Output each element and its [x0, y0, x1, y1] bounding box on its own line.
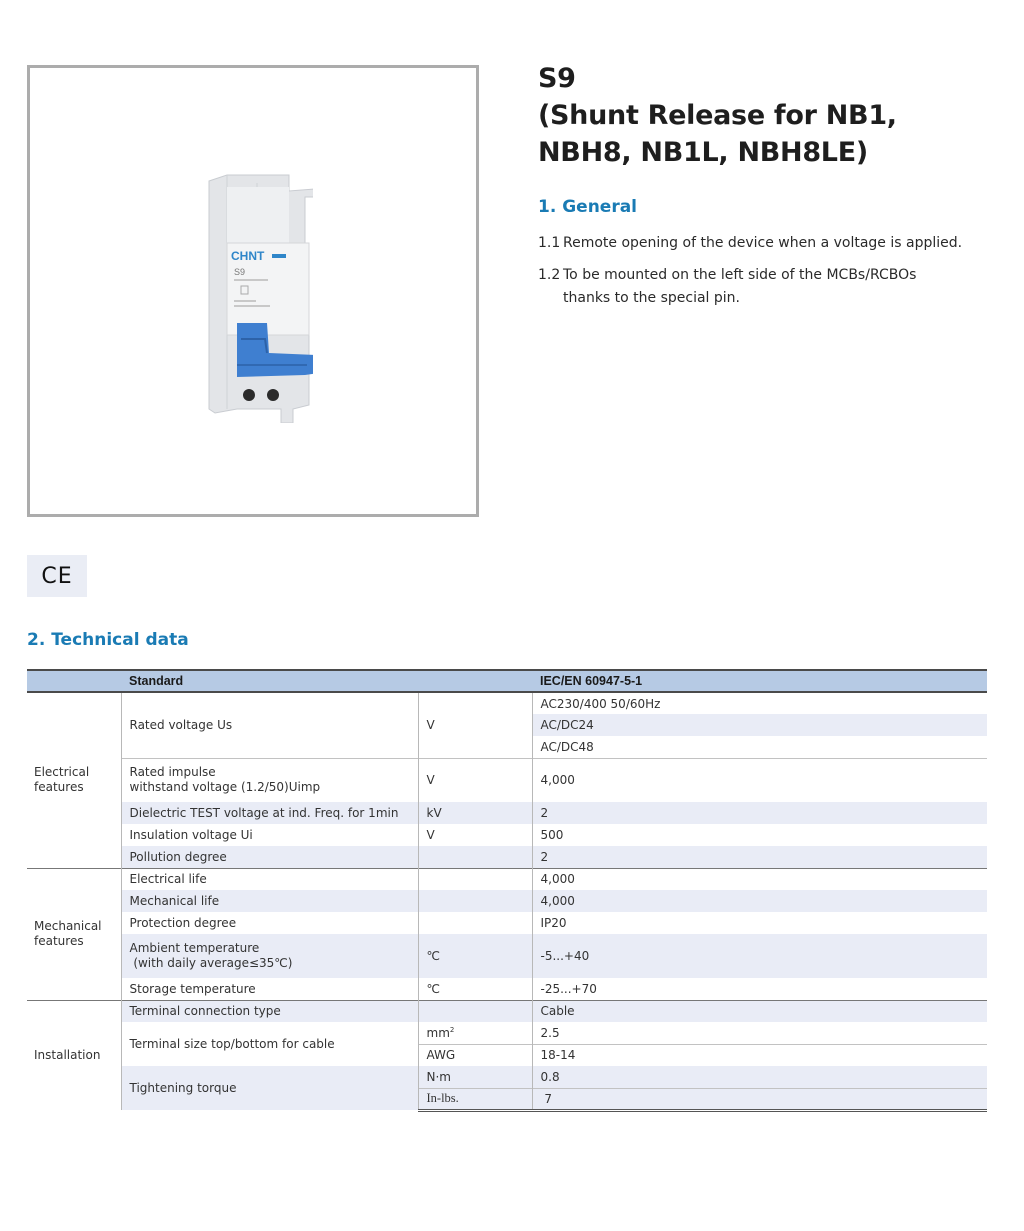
param-cell: Mechanical life	[121, 890, 418, 912]
unit-cell: V	[418, 824, 532, 846]
technical-data-table	[27, 669, 987, 1112]
param-cell: Terminal connection type	[121, 1000, 418, 1022]
unit-text: mm	[426, 1025, 450, 1040]
value-cell: -25...+70	[532, 978, 987, 1000]
table-row	[27, 912, 987, 934]
group-mechanical-features	[27, 868, 121, 1000]
group-label-line: features	[34, 934, 84, 948]
unit-cell	[418, 912, 532, 934]
header-standard-label: Standard	[129, 674, 184, 688]
general-item-1	[538, 232, 1008, 255]
value-cell: AC/DC24	[532, 714, 987, 736]
unit-cell: V	[418, 758, 532, 802]
unit-cell	[418, 868, 532, 890]
group-label-line: features	[34, 780, 84, 795]
title-line-3: NBH8, NB1L, NBH8LE)	[538, 137, 868, 168]
header-unit-cell	[418, 670, 532, 692]
unit-cell: V	[418, 692, 532, 758]
unit-cell	[418, 1022, 532, 1044]
param-cell: Tightening torque	[121, 1066, 418, 1110]
group-label-line: Mechanical	[34, 919, 102, 933]
unit-cell: kV	[418, 802, 532, 824]
value-cell: AC/DC48	[532, 736, 987, 758]
value-cell: 4,000	[532, 890, 987, 912]
param-cell: Dielectric TEST voltage at ind. Freq. for 1min	[121, 802, 418, 824]
param-cell: Pollution degree	[121, 846, 418, 868]
unit-cell: N·m	[418, 1066, 532, 1088]
table-row	[27, 1022, 987, 1044]
general-item-text: Remote opening of the device when a voltage is applied.	[563, 235, 963, 251]
general-item-text: To be mounted on the left side of the MCBs/RCBOs	[563, 267, 917, 283]
unit-cell: ℃	[418, 978, 532, 1000]
title-line-2: (Shunt Release for NB1,	[538, 100, 897, 131]
param-cell: Electrical life	[121, 868, 418, 890]
table-row	[27, 824, 987, 846]
value-cell: 2.5	[532, 1022, 987, 1044]
title-line-1: S9	[538, 63, 576, 94]
shunt-release-device-image	[197, 173, 313, 423]
general-item-number: 1.2	[538, 267, 561, 283]
param-cell: Rated voltage Us	[121, 692, 418, 758]
group-installation: Installation	[27, 1000, 121, 1110]
value-cell: 2	[532, 846, 987, 868]
unit-cell: AWG	[418, 1044, 532, 1066]
value-cell: AC230/400 50/60Hz	[532, 692, 987, 714]
unit-cell	[418, 1000, 532, 1022]
general-item-2	[538, 264, 1008, 310]
table-row	[27, 802, 987, 824]
header-standard-value: IEC/EN 60947-5-1	[540, 674, 643, 688]
ce-mark-icon: CE	[27, 555, 87, 597]
param-cell	[121, 758, 418, 802]
general-item-text-continued: thanks to the special pin.	[563, 290, 740, 306]
param-line: (with daily average≤35℃)	[129, 956, 293, 970]
model-label: S9	[234, 267, 246, 277]
unit-cell	[418, 890, 532, 912]
general-item-number: 1.1	[538, 235, 561, 251]
table-row	[27, 1000, 987, 1022]
param-line: Ambient temperature	[129, 941, 260, 955]
param-cell: Insulation voltage Ui	[121, 824, 418, 846]
group-electrical-features	[27, 692, 121, 868]
value-cell: 7	[532, 1088, 987, 1110]
table-row	[27, 1066, 987, 1088]
general-heading: 1. General	[538, 197, 638, 217]
param-cell	[121, 934, 418, 978]
value-cell: -5...+40	[532, 934, 987, 978]
technical-data-heading: 2. Technical data	[27, 630, 189, 650]
param-cell: Protection degree	[121, 912, 418, 934]
unit-superscript: 2	[449, 1025, 455, 1034]
table-row	[27, 758, 987, 802]
value-cell: 18-14	[532, 1044, 987, 1066]
table-row	[27, 978, 987, 1000]
group-label-line: Electrical	[34, 765, 90, 780]
value-cell: 4,000	[532, 868, 987, 890]
table-header-row	[27, 670, 987, 692]
unit-cell: In-lbs.	[418, 1088, 532, 1110]
table-row	[27, 890, 987, 912]
value-cell: IP20	[532, 912, 987, 934]
param-cell: Terminal size top/bottom for cable	[121, 1022, 418, 1066]
product-photo-frame	[27, 65, 479, 517]
unit-cell	[418, 846, 532, 868]
table-row	[27, 692, 987, 714]
value-cell: 0.8	[532, 1066, 987, 1088]
brand-label: CHNT	[231, 249, 265, 263]
unit-cell: ℃	[418, 934, 532, 978]
value-cell: 500	[532, 824, 987, 846]
param-line: Rated impulse	[129, 765, 216, 780]
header-group-cell	[27, 670, 121, 692]
value-cell: Cable	[532, 1000, 987, 1022]
param-line: withstand voltage (1.2/50)Uimp	[129, 780, 321, 795]
param-cell: Storage temperature	[121, 978, 418, 1000]
table-row	[27, 868, 987, 890]
table-row	[27, 934, 987, 978]
product-title	[538, 60, 998, 171]
value-cell: 2	[532, 802, 987, 824]
table-row	[27, 846, 987, 868]
value-cell: 4,000	[532, 758, 987, 802]
